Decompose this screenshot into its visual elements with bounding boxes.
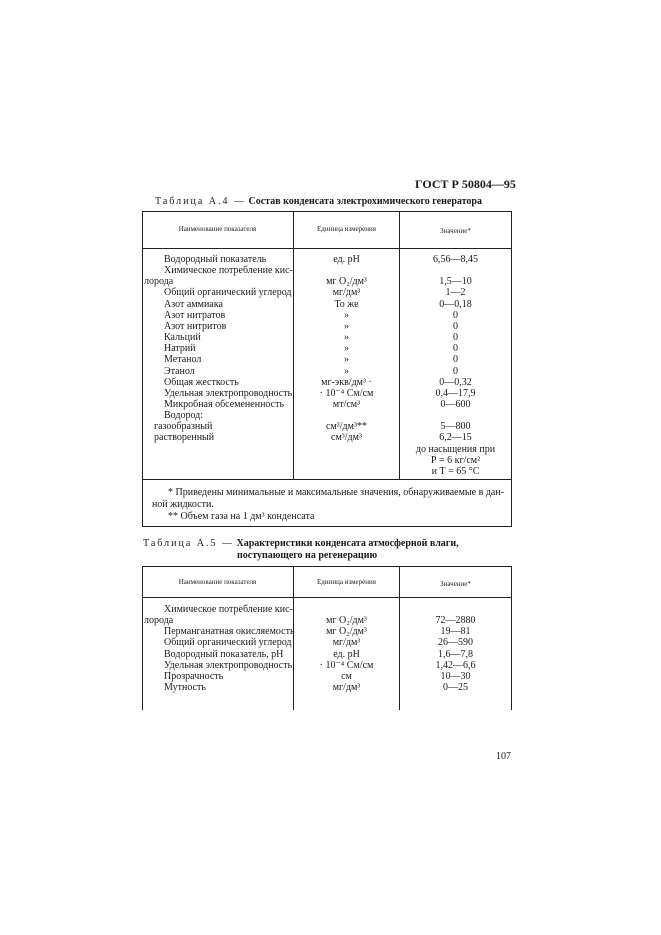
a4-row-9-unit: »: [344, 354, 349, 366]
a5-row-6-name: Прозрачность: [164, 670, 224, 682]
a5-row-3-unit: мг/дм³: [332, 637, 361, 649]
a4-row-13-value: 0—600: [440, 398, 471, 410]
a4-row-12-unit: · 10⁻⁴ См/см: [319, 387, 374, 399]
a4-row-12-value: 0,4—17,9: [435, 387, 476, 399]
a5-row-5-unit: · 10⁻⁴ См/см: [319, 659, 374, 671]
a5-row-3-name: Общий органический углерод: [164, 637, 292, 649]
table-a4-header-value: Значение*: [440, 227, 471, 235]
a4-row-3-unit: мг/дм³: [332, 287, 361, 299]
a4-row-2-value: 1,5—10: [439, 276, 472, 288]
table-a5-caption-line-2: [237, 550, 377, 561]
a5-row-2-name: Перманганатная окисляемость: [164, 626, 295, 638]
a5-row-5-name: Удельная электропроводность: [164, 659, 293, 671]
a5-row-4-value: 1,6—7,8: [438, 648, 473, 660]
a4-row-7-unit: »: [344, 332, 349, 344]
table-a4-caption-title: Состав конденсата электрохимического генератора: [248, 196, 482, 207]
a5-row-3-value: 26—590: [438, 637, 473, 649]
a4-row-11-unit: мг-экв/дм³ ·: [321, 376, 372, 388]
a4-row-6-name: Азот нитритов: [164, 320, 227, 332]
a4-row-4-unit: То же: [334, 298, 359, 310]
a4-row-5-unit: »: [344, 309, 349, 321]
a4-row-0-unit: ед. pH: [333, 254, 360, 265]
a4-row-16-unit: см³/дм³: [331, 432, 362, 444]
table-a5-header-name: Наименование показателя: [178, 578, 257, 586]
a4-row-3-name: Общий органический углерод: [164, 287, 292, 299]
a4-row-10-unit: »: [344, 365, 349, 377]
a4-row-15-name: газообразный: [154, 421, 213, 433]
a4-row-10-name: Этанол: [164, 365, 195, 377]
table-a5-caption-title-line-2: поступающего на регенерацию: [237, 550, 378, 561]
a4-row-19-value: и Т = 65 °С: [431, 465, 480, 477]
a4-row-13-unit: мт/см³: [332, 398, 361, 410]
table-a4-note-1-line-2: ной жидкости.: [152, 499, 214, 510]
a4-row-11-name: Общая жесткость: [164, 376, 239, 388]
a4-row-15-unit: см³/дм³**: [326, 421, 367, 433]
table-a5: [142, 566, 512, 710]
a4-row-8-unit: »: [344, 343, 349, 355]
a4-row-9-name: Метанол: [164, 354, 202, 366]
a5-row-6-value: 10—30: [440, 670, 471, 682]
a4-row-0-name: Водородный показатель: [164, 254, 267, 265]
a4-row-12-name: Удельная электропроводность: [164, 387, 293, 399]
a4-row-7-value: 0: [453, 332, 458, 344]
table-a4-header-name: Наименование показателя: [178, 225, 257, 233]
standard-number: ГОСТ Р 50804—95: [415, 177, 516, 191]
table-a5-caption-prefix: Таблица А.5 —: [143, 538, 234, 549]
a4-row-16-name: растворенный: [154, 432, 215, 444]
a5-row-0-name: Химическое потребление кис-: [164, 604, 293, 615]
table-a4-note-1-line-1: * Приведены минимальные и максимальные значения, обнаруживаемые в дан-: [168, 487, 505, 498]
a4-row-11-value: 0—0,32: [439, 376, 472, 388]
a4-row-7-name: Кальций: [164, 332, 201, 344]
table-a5-caption: [143, 538, 459, 549]
a5-row-1-value: 72—2880: [435, 615, 476, 627]
a4-row-8-value: 0: [453, 343, 458, 355]
a5-row-7-unit: мг/дм³: [332, 682, 361, 694]
table-a4-header-unit: Единица измерения: [317, 225, 376, 233]
table-a4: [142, 211, 512, 527]
a5-row-7-value: 0—25: [443, 682, 468, 694]
table-a4-caption-prefix: Таблица А.4 —: [155, 196, 246, 207]
a4-row-16-value: 6,2—15: [439, 432, 472, 444]
a5-row-1-unit: мг О₂/дм³: [326, 615, 367, 627]
a4-row-15-value: 5—800: [440, 421, 471, 433]
a5-row-5-value: 1,42—6,6: [435, 659, 476, 671]
a4-row-6-value: 0: [453, 320, 458, 332]
a5-row-4-name: Водородный показатель, pH: [164, 648, 284, 660]
a5-row-7-name: Мутность: [164, 682, 206, 694]
a4-row-9-value: 0: [453, 354, 458, 366]
a5-row-2-value: 19—81: [440, 626, 471, 638]
a5-row-2-unit: мг О₂/дм³: [326, 626, 367, 638]
a4-row-3-value: 1—2: [445, 287, 466, 299]
a4-row-1-name: Химическое потребление кис-: [164, 265, 293, 277]
a4-row-17-value: до насыщения при: [415, 443, 496, 455]
page-number: 107: [496, 751, 511, 762]
a5-row-1-name: лорода: [144, 615, 174, 627]
a4-row-4-value: 0—0,18: [439, 298, 472, 310]
a5-row-6-unit: см: [341, 670, 352, 682]
table-a5-header-value: Значение*: [440, 580, 471, 588]
a4-row-4-name: Азот аммиака: [164, 298, 223, 310]
table-a5-header-unit: Единица измерения: [317, 578, 376, 586]
a4-row-18-value: Р = 6 кг/см²: [430, 454, 481, 466]
a4-row-2-name: лорода: [144, 276, 174, 288]
a4-row-0-value: 6,56—8,45: [433, 254, 478, 265]
table-a5-caption-title-line-1: Характеристики конденсата атмосферной влаги,: [236, 538, 459, 549]
a4-row-5-name: Азот нитратов: [164, 309, 226, 321]
a4-row-13-name: Микробная обсемененность: [164, 398, 285, 410]
a4-row-6-unit: »: [344, 320, 349, 332]
a4-row-14-name: Водород:: [164, 410, 204, 422]
table-a4-caption: [155, 196, 482, 207]
table-a4-note-2: ** Объем газа на 1 дм³ конденсата: [168, 511, 315, 522]
a4-row-8-name: Натрий: [164, 343, 196, 355]
a4-row-2-unit: мг О₂/дм³: [326, 276, 367, 288]
a4-row-5-value: 0: [453, 309, 458, 321]
a5-row-4-unit: ед. pH: [333, 648, 360, 660]
a4-row-10-value: 0: [453, 365, 458, 377]
